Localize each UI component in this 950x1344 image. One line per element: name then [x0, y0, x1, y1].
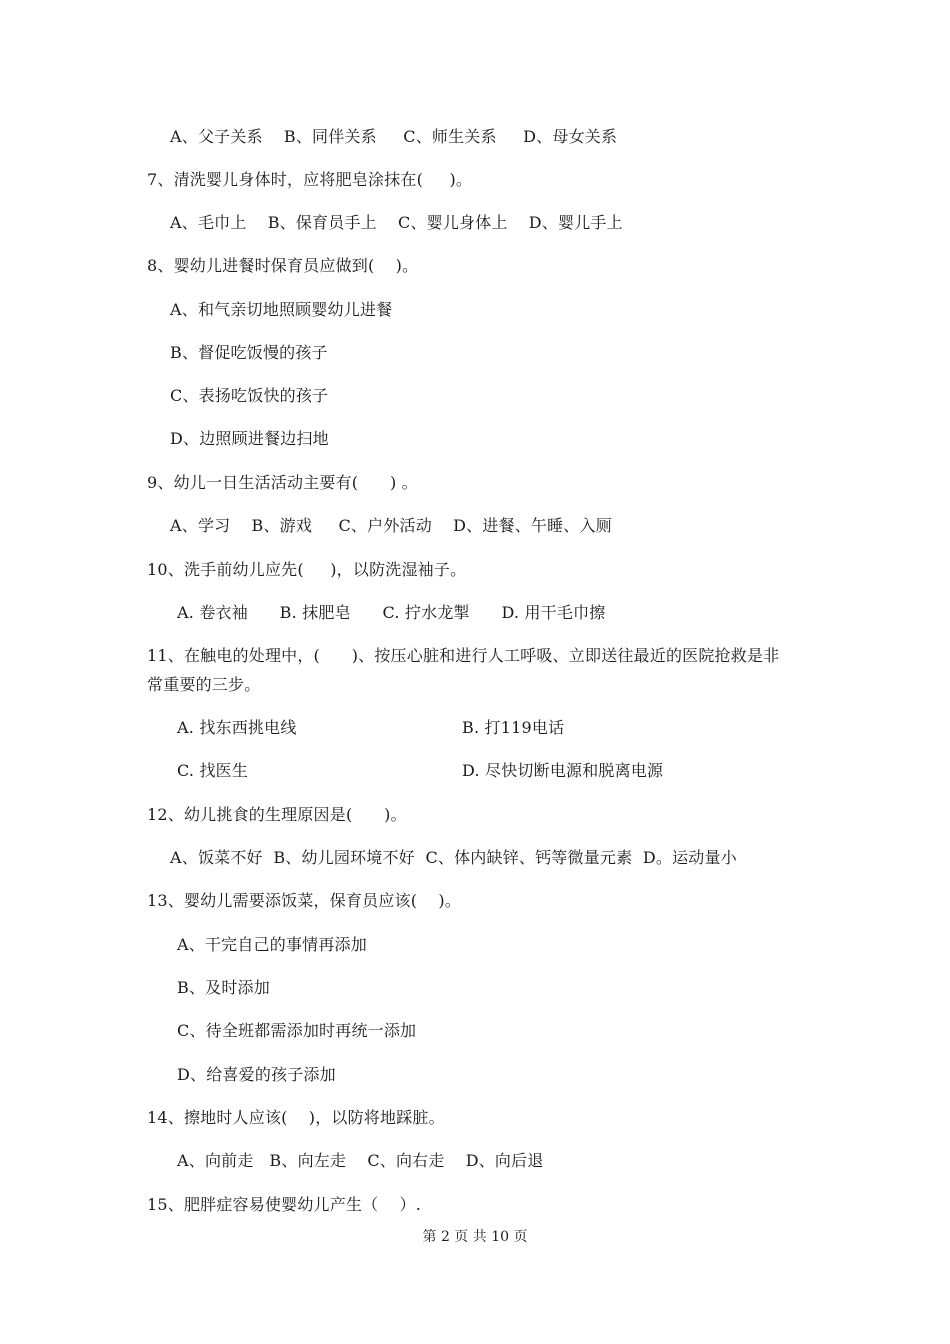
q8-option-d: D、边照顾进餐边扫地: [170, 429, 329, 448]
q13-option-d: D、给喜爱的孩子添加: [177, 1065, 336, 1084]
q11-option-c: C. 找医生: [177, 761, 249, 780]
q12-options: A、饭菜不好 B、幼儿园环境不好 C、体内缺锌、钙等微量元素 D。运动量小: [170, 848, 737, 867]
q14-options: A、向前走 B、向左走 C、向右走 D、向后退: [177, 1151, 544, 1170]
q8-option-b: B、督促吃饭慢的孩子: [170, 343, 328, 362]
q11-stem-line1: 11、在触电的处理中，( )、按压心脏和进行人工呼吸、立即送往最近的医院抢救是非: [147, 646, 780, 665]
q13-option-c: C、待全班都需添加时再统一添加: [177, 1021, 417, 1040]
q10-stem: 10、洗手前幼儿应先( )，以防洗湿袖子。: [147, 560, 467, 579]
q9-stem: 9、幼儿一日生活活动主要有( ) 。: [147, 473, 418, 492]
q8-option-c: C、表扬吃饭快的孩子: [170, 386, 329, 405]
q11-option-d: D. 尽快切断电源和脱离电源: [462, 761, 664, 780]
q7-stem: 7、清洗婴儿身体时，应将肥皂涂抹在( )。: [147, 170, 473, 189]
q13-option-b: B、及时添加: [177, 978, 270, 997]
q14-stem: 14、擦地时人应该( )，以防将地踩脏。: [147, 1108, 445, 1127]
q11-option-b: B. 打119电话: [462, 718, 565, 737]
q9-options: A、学习 B、游戏 C、户外活动 D、进餐、午睡、入厕: [170, 516, 612, 535]
q8-stem: 8、婴幼儿进餐时保育员应做到( )。: [147, 256, 419, 275]
q12-stem: 12、幼儿挑食的生理原因是( )。: [147, 805, 407, 824]
page-number-footer: 第 2 页 共 10 页: [422, 1229, 528, 1245]
q6-options: A、父子关系 B、同伴关系 C、师生关系 D、母女关系: [170, 127, 618, 146]
q15-stem: 15、肥胖症容易使婴幼儿产生（ ）.: [147, 1195, 421, 1214]
q13-option-a: A、干完自己的事情再添加: [177, 935, 367, 954]
q11-option-a: A. 找东西挑电线: [177, 718, 297, 737]
q10-options: A. 卷衣袖 B. 抹肥皂 C. 拧水龙掣 D. 用干毛巾擦: [177, 603, 606, 622]
q11-stem-line2: 常重要的三步。: [147, 675, 261, 694]
q13-stem: 13、婴幼儿需要添饭菜，保育员应该( )。: [147, 891, 461, 910]
q7-options: A、毛巾上 B、保育员手上 C、婴儿身体上 D、婴儿手上: [170, 213, 623, 232]
q8-option-a: A、和气亲切地照顾婴幼儿进餐: [170, 300, 393, 319]
